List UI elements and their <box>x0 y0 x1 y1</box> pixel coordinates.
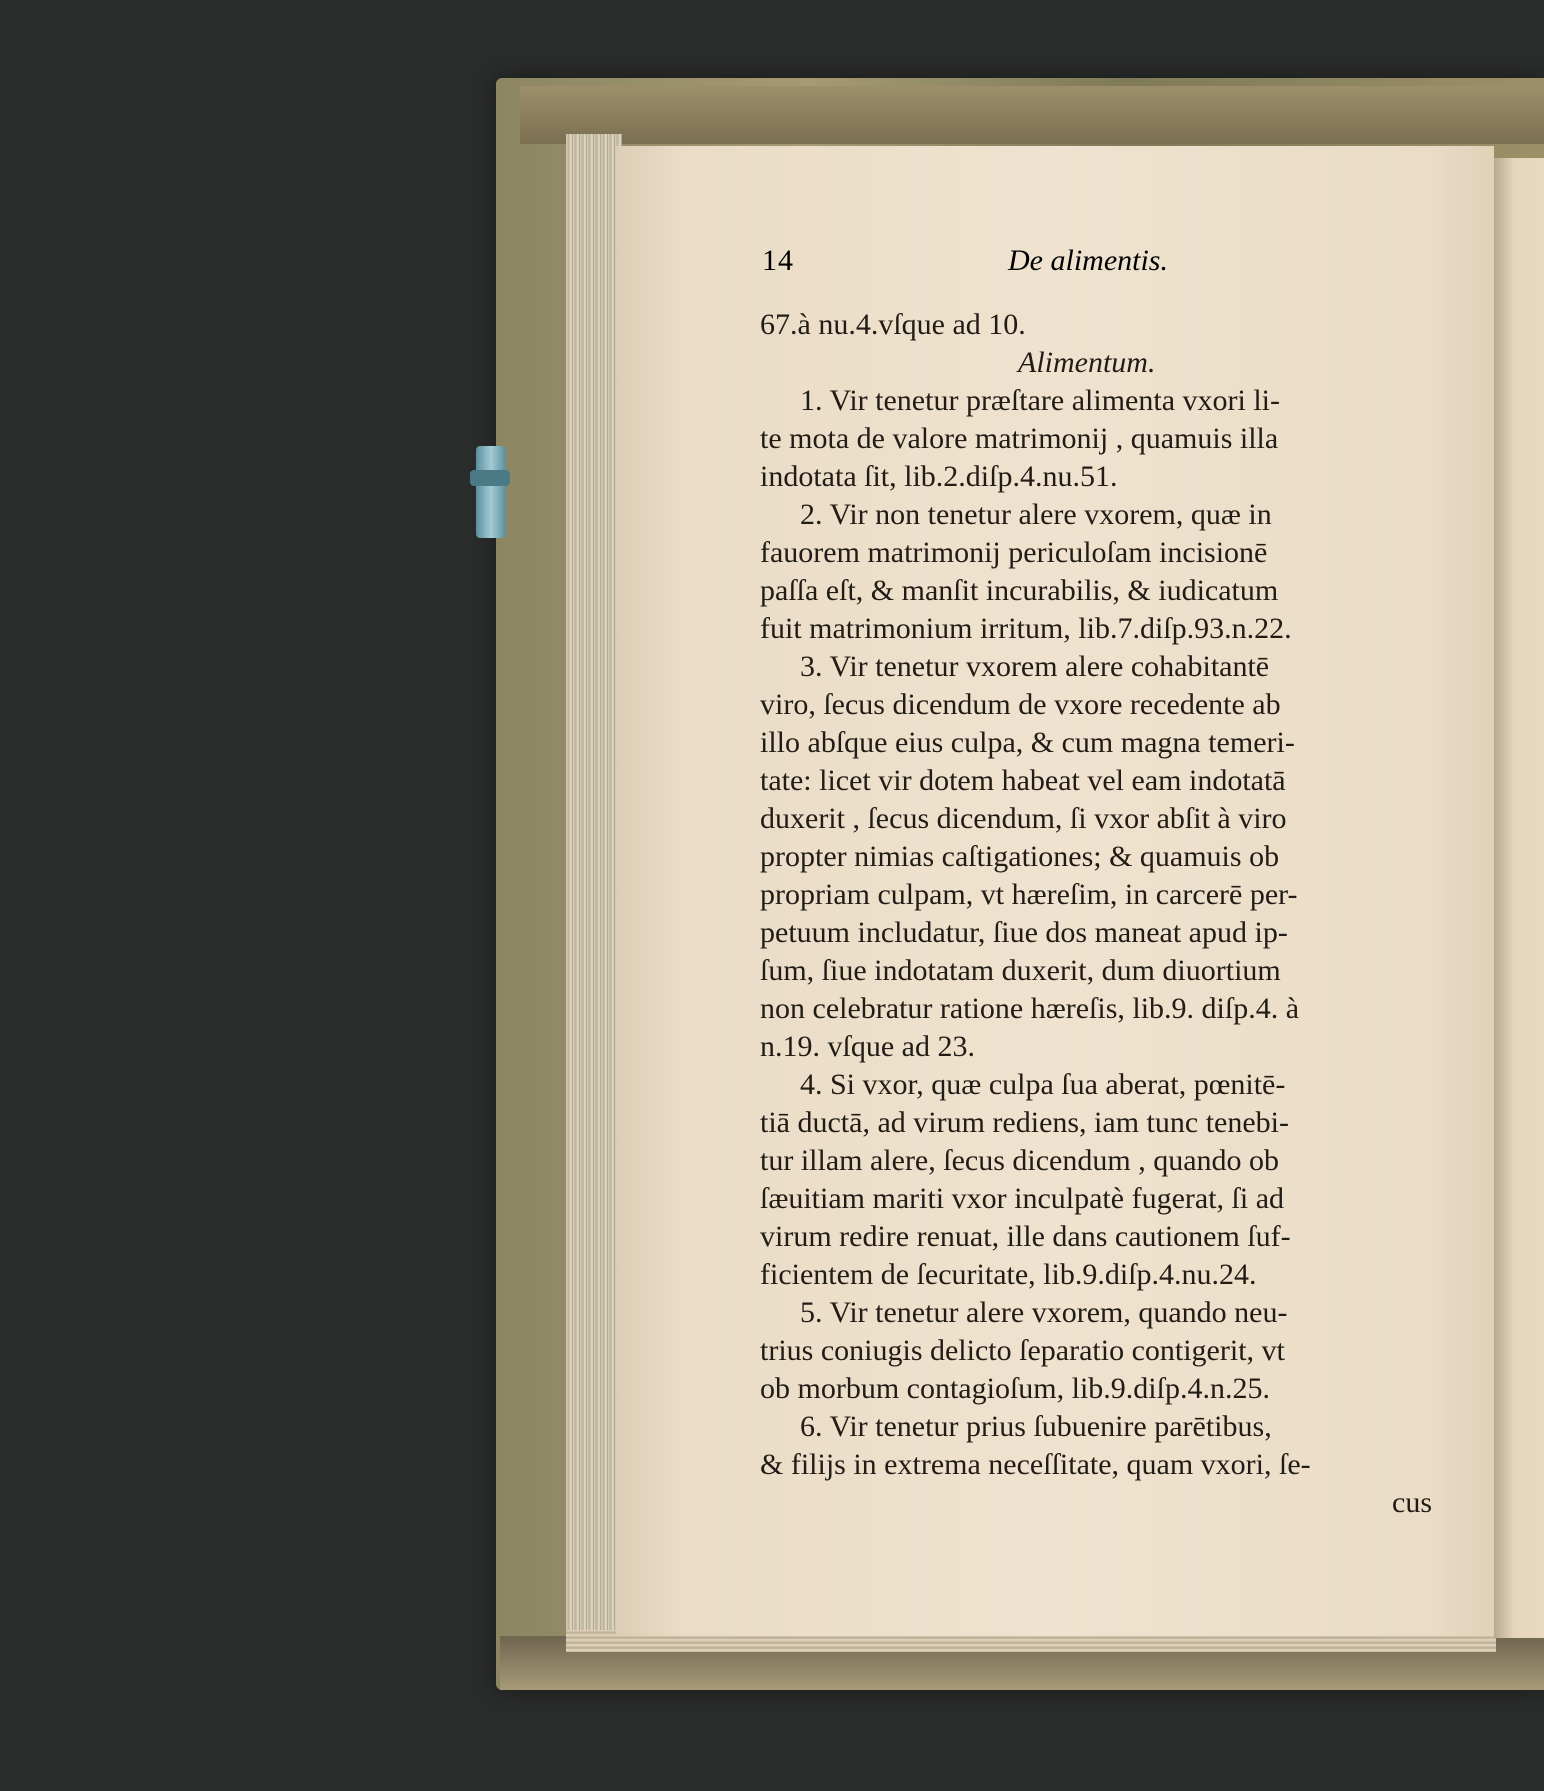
catchword: cus <box>1392 1486 1432 1519</box>
text-line: tiā ductā, ad virum rediens, iam tunc tenebi- <box>760 1106 1289 1139</box>
text-line: fauorem matrimonij periculoſam incisionē <box>760 536 1268 569</box>
text-line: trius coniugis delicto ſeparatio contigerit, vt <box>760 1334 1285 1367</box>
text-line: ob morbum contagioſum, lib.9.diſp.4.n.25. <box>760 1372 1270 1405</box>
text-line: petuum includatur, ſiue dos maneat apud ip- <box>760 916 1288 949</box>
text-line: & filijs in extrema neceſſitate, quam vxori, ſe- <box>760 1448 1311 1481</box>
text-line: 3. Vir tenetur vxorem alere cohabitantē <box>800 650 1270 683</box>
binding-top-edge <box>520 86 1544 144</box>
page-number: 14 <box>762 244 794 277</box>
text-line: ficientem de ſecuritate, lib.9.diſp.4.nu.24. <box>760 1258 1257 1291</box>
text-line: te mota de valore matrimonij , quamuis illa <box>760 422 1279 455</box>
text-line: ſum, ſiue indotatam duxerit, dum diuortium <box>760 954 1281 987</box>
text-line: viro, ſecus dicendum de vxore recedente ab <box>760 688 1281 721</box>
section-heading: Alimentum. <box>1018 346 1156 379</box>
running-head: De alimentis. <box>1008 244 1168 277</box>
text-line: propter nimias caſtigationes; & quamuis ob <box>760 840 1280 873</box>
page-header <box>762 244 1192 284</box>
clasp-icon <box>476 446 506 538</box>
text-line: propriam culpam, vt hæreſim, in carcerē per- <box>760 878 1298 911</box>
text-line: 2. Vir non tenetur alere vxorem, quæ in <box>800 498 1272 531</box>
text-line: tate: licet vir dotem habeat vel eam indotatā <box>760 764 1286 797</box>
text-line: ſæuitiam mariti vxor inculpatè fugerat, ſi ad <box>760 1182 1285 1215</box>
text-line: non celebratur ratione hæreſis, lib.9. diſp.4. à <box>760 992 1300 1025</box>
text-line: n.19. vſque ad 23. <box>760 1030 975 1063</box>
text-line: indotata ſit, lib.2.diſp.4.nu.51. <box>760 460 1118 493</box>
clasp-pin-icon <box>470 470 510 486</box>
text-line: 67.à nu.4.vſque ad 10. <box>760 308 1026 341</box>
facing-page <box>1494 158 1544 1638</box>
text-line: paſſa eſt, & manſit incurabilis, & iudicatum <box>760 574 1279 607</box>
text-line: 4. Si vxor, quæ culpa ſua aberat, pœnitē- <box>800 1068 1286 1101</box>
text-line: 6. Vir tenetur prius ſubuenire parētibus, <box>800 1410 1272 1443</box>
text-line: virum redire renuat, ille dans cautionem ſuf- <box>760 1220 1291 1253</box>
text-line: 1. Vir tenetur præſtare alimenta vxori li- <box>800 384 1280 417</box>
text-line: duxerit , ſecus dicendum, ſi vxor abſit à viro <box>760 802 1287 835</box>
text-line: fuit matrimonium irritum, lib.7.diſp.93.n.22. <box>760 612 1292 645</box>
text-line: illo abſque eius culpa, & cum magna temeri- <box>760 726 1295 759</box>
text-line: tur illam alere, ſecus dicendum , quando ob <box>760 1144 1280 1177</box>
page-edges <box>566 134 622 1648</box>
text-line: 5. Vir tenetur alere vxorem, quando neu- <box>800 1296 1288 1329</box>
